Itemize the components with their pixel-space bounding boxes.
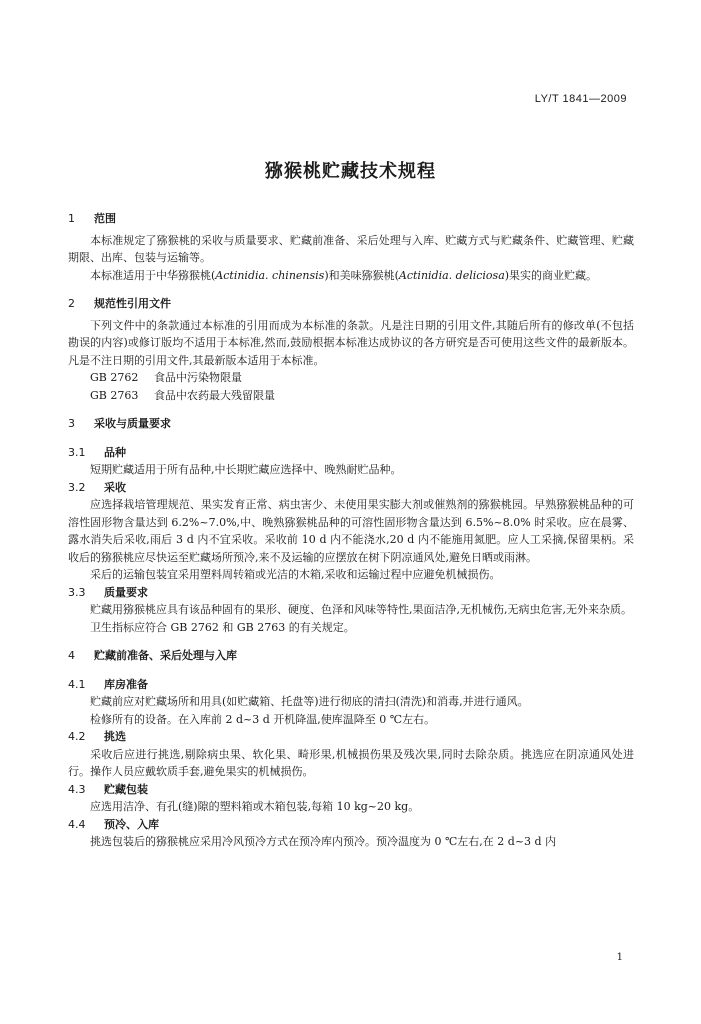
section-title: 采收 [104,480,126,494]
page-number: 1 [616,952,623,963]
document-title: 猕猴桃贮藏技术规程 [265,161,436,182]
standard-code: LY/T 1841—2009 [534,93,627,105]
subsection-heading-3-2 [68,479,634,497]
section-number: 3 [68,417,75,430]
section-number: 1 [68,212,75,225]
paragraph: 采收后应进行挑选,剔除病虫果、软化果、畸形果,机械损伤果及残次果,同时去除杂质。挑选应在阴凉通风处进行。操作人员应戴软质手套,避免果实的机械损伤。 [68,747,634,778]
section-title: 挑选 [104,730,126,743]
section-title: 贮藏包装 [104,782,148,796]
reference-code: GB 2763 [90,388,139,402]
reference-item [68,387,634,405]
paragraph: 下列文件中的条款通过本标准的引用而成为本标准的条款。凡是注日期的引用文件,其随后所有的修改单(不包括勘误的内容)或修订版均不适用于本标准,然而,鼓励根据本标准达成协议的各方研究是否可使用这些文件的最新版本。凡是不注日期的引用文件,其最新版本适用于本标准。 [68,318,634,367]
reference-item [68,369,634,387]
paragraph: 应选择栽培管理规范、果实发育正常、病虫害少、未使用果实膨大剂或催熟剂的猕猴桃园。早熟猕猴桃品种的可溶性固形物含量达到 6.2%~7.0%,中、晚熟猕猴桃品种的可溶性固形物含量达到 6.5%~8.0% 时采收。应在晨雾、露水消失后采收,雨后 3 d 内不宜采收。采收前 10 d 内不能浇水,20 d 内不能施用氮肥。应人工采摘,保留果柄。采收后的猕猴桃应尽快运至贮藏场所预冷,来不及运输的应摆放在树下阴凉通风处,避免日晒或雨淋。 [68,498,634,564]
subsection-heading-4-4 [68,816,634,834]
section-title: 质量要求 [104,585,148,599]
subsection-heading-4-2 [68,728,634,746]
reference-name: 食品中农药最大残留限量 [154,388,275,402]
paragraph: 本标准规定了猕猴桃的采收与质量要求、贮藏前准备、采后处理与入库、贮藏方式与贮藏条件、贮藏管理、贮藏期限、出库、包装与运输等。 [68,233,634,264]
section-number: 4.1 [68,677,86,691]
section-title: 库房准备 [104,677,148,691]
section-title: 贮藏前准备、采后处理与入库 [94,649,237,662]
section-title: 品种 [104,445,126,459]
section-number: 3.1 [68,445,86,459]
section-number: 4.2 [68,730,86,743]
paragraph: 本标准适用于中华猕猴桃(Actinidia. chinensis)和美味猕猴桃(Actinidia. deliciosa)果实的商业贮藏。 [90,268,598,282]
section-title: 规范性引用文件 [94,297,171,310]
subsection-heading-3-3 [68,584,634,602]
paragraph: 卫生指标应符合 GB 2762 和 GB 2763 的有关规定。 [90,620,355,634]
subsection-heading-4-3 [68,781,634,799]
section-number: 4.4 [68,817,86,831]
reference-name: 食品中污染物限量 [154,371,242,384]
section-heading-4 [68,647,634,665]
section-number: 3.2 [68,480,86,494]
document-body [68,210,634,851]
paragraph: 贮藏用猕猴桃应具有该品种固有的果形、硬度、色泽和风味等特性,果面洁净,无机械伤,无病虫危害,无外来杂质。 [90,603,632,616]
section-title: 预冷、入库 [104,817,159,831]
section-heading-3 [68,415,634,433]
latin-name: Actinidia. chinensis [215,268,325,282]
section-heading-1 [68,210,634,228]
latin-name: Actinidia. deliciosa [398,268,505,282]
paragraph: 短期贮藏适用于所有品种,中长期贮藏应选择中、晚熟耐贮品种。 [90,463,402,476]
paragraph: 挑选包装后的猕猴桃应采用冷风预冷方式在预冷库内预冷。预冷温度为 0 ℃左右,在 2 d~3 d 内 [90,835,557,848]
section-number: 4 [68,649,75,662]
paragraph: 检修所有的设备。在入库前 2 d~3 d 开机降温,使库温降至 0 ℃左右。 [90,712,436,726]
section-heading-2 [68,295,634,313]
reference-code: GB 2762 [90,371,139,384]
paragraph: 应选用洁净、有孔(缝)隙的塑料箱或木箱包装,每箱 10 kg~20 kg。 [90,800,420,813]
subsection-heading-4-1 [68,676,634,694]
paragraph: 采后的运输包装宜采用塑料周转箱或光洁的木箱,采收和运输过程中应避免机械损伤。 [90,568,501,581]
subsection-heading-3-1 [68,444,634,462]
section-title: 范围 [94,212,116,225]
section-number: 3.3 [68,585,86,599]
section-number: 4.3 [68,782,86,796]
section-number: 2 [68,297,75,310]
paragraph: 贮藏前应对贮藏场所和用具(如贮藏箱、托盘等)进行彻底的清扫(清洗)和消毒,并进行通风。 [90,695,529,708]
section-title: 采收与质量要求 [94,417,171,430]
